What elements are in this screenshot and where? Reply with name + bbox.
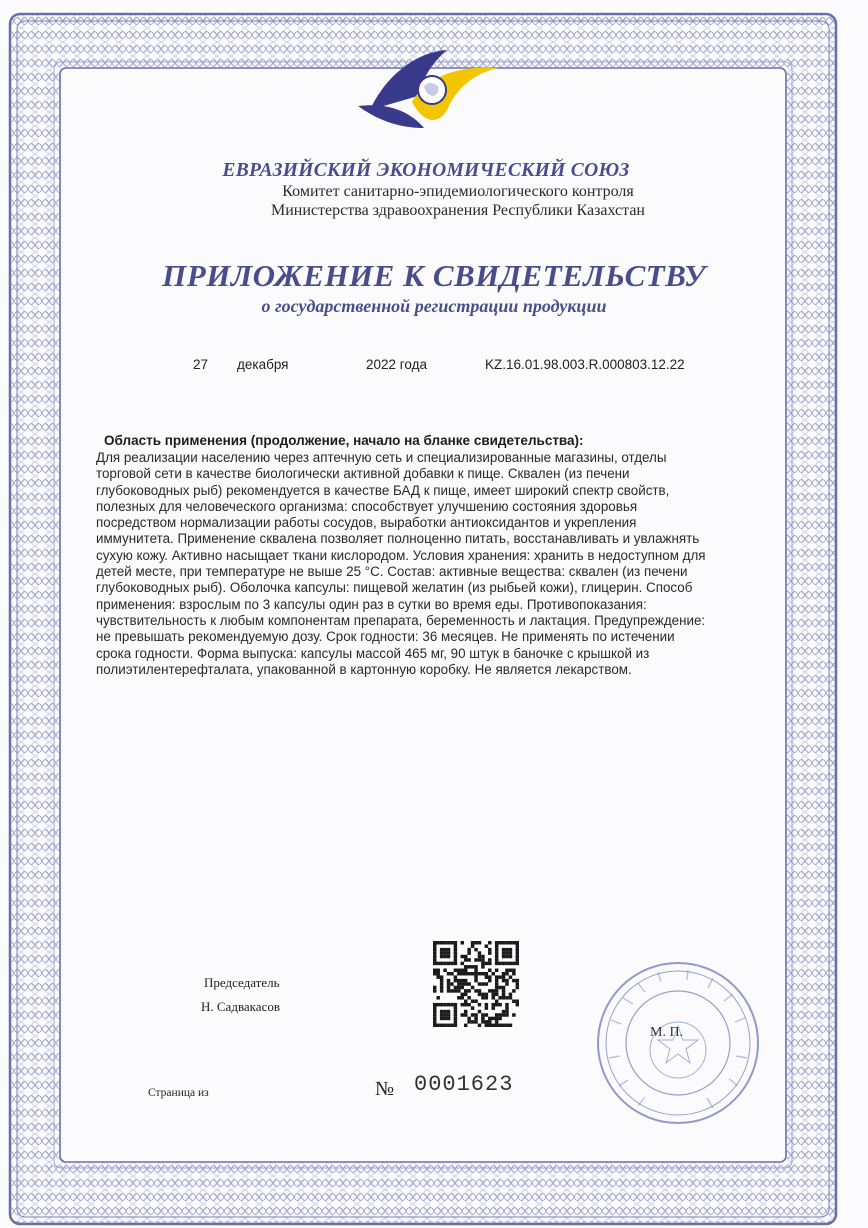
- application-scope-text: [96, 450, 776, 678]
- official-stamp: [593, 958, 763, 1128]
- text-line: не превышать рекомендуемую дозу. Срок годности: 36 месяцев. Не применять по истечении: [96, 629, 675, 645]
- text-line: иммунитета. Применение сквалена позволяет полноценно питать, восстанавливать и увлажнять: [96, 531, 700, 547]
- document-title: ПРИЛОЖЕНИЕ К СВИДЕТЕЛЬСТВУ: [162, 258, 706, 293]
- seal-mark-label: М. П.: [650, 1025, 684, 1040]
- text-line: полиэтилентерефталата, упакованной в картонную коробку. Не является лекарством.: [96, 661, 632, 677]
- union-name: ЕВРАЗИЙСКИЙ ЭКОНОМИЧЕСКИЙ СОЮЗ: [222, 160, 630, 181]
- serial-number: 0001623: [414, 1072, 514, 1097]
- number-sign: №: [375, 1078, 395, 1100]
- text-line: чувствительность к любым компонентам препарата, беременность и лактация. Предупреждение:: [96, 612, 706, 628]
- text-line: посредством нормализации работы сосудов, выработки антиоксидантов и укрепления: [96, 515, 637, 531]
- chairman-name: Н. Садвакасов: [201, 999, 280, 1014]
- text-line: сухую кожу. Активно насыщает ткани кислородом. Условия хранения: хранить в недоступном для: [96, 547, 706, 563]
- qr-code: [433, 941, 519, 1027]
- text-line: глубоководных рыб) рекомендуется в качестве БАД к пище, имеет широкий спектр свойств,: [96, 482, 670, 498]
- text-line: срока годности. Форма выпуска: капсулы массой 465 мг, 90 штук в баночке с крышкой из: [96, 645, 650, 661]
- text-line: глубоководных рыб). Оболочка капсулы: пищевой желатин (из рыбьей кожи), глицерин. Способ: [96, 580, 693, 596]
- section-heading: Область применения (продолжение, начало на бланке свидетельства):: [104, 433, 584, 448]
- text-line: применения: взрослым по 3 капсулы один раз в сутки во время еды. Противопоказания:: [96, 596, 647, 612]
- text-line: детей месте, при температуре не выше 25 °С. Состав: активные вещества: сквален (из печени: [96, 564, 688, 580]
- eaeu-emblem-logo: [352, 42, 502, 130]
- chairman-role: Председатель: [204, 975, 280, 990]
- date-month: декабря: [237, 357, 289, 372]
- page-label: Страница из: [148, 1087, 209, 1099]
- date-year: 2022 года: [366, 357, 428, 372]
- registration-number: KZ.16.01.98.003.R.000803.12.22: [485, 357, 685, 372]
- date-day: 27: [193, 357, 209, 372]
- ministry-name: Министерства здравоохранения Республики Казахстан: [271, 202, 645, 219]
- document-subtitle: о государственной регистрации продукции: [261, 296, 607, 316]
- text-line: Для реализации населению через аптечную сеть и специализированные магазины, отделы: [96, 450, 667, 465]
- text-line: торговой сети в качестве биологически активной добавки к пище. Сквален (из печени: [96, 466, 630, 482]
- text-line: полезных для человеческого организма: способствует улучшению состояния здоровья: [96, 498, 638, 514]
- committee-name: Комитет санитарно-эпидемиологического контроля: [282, 183, 634, 200]
